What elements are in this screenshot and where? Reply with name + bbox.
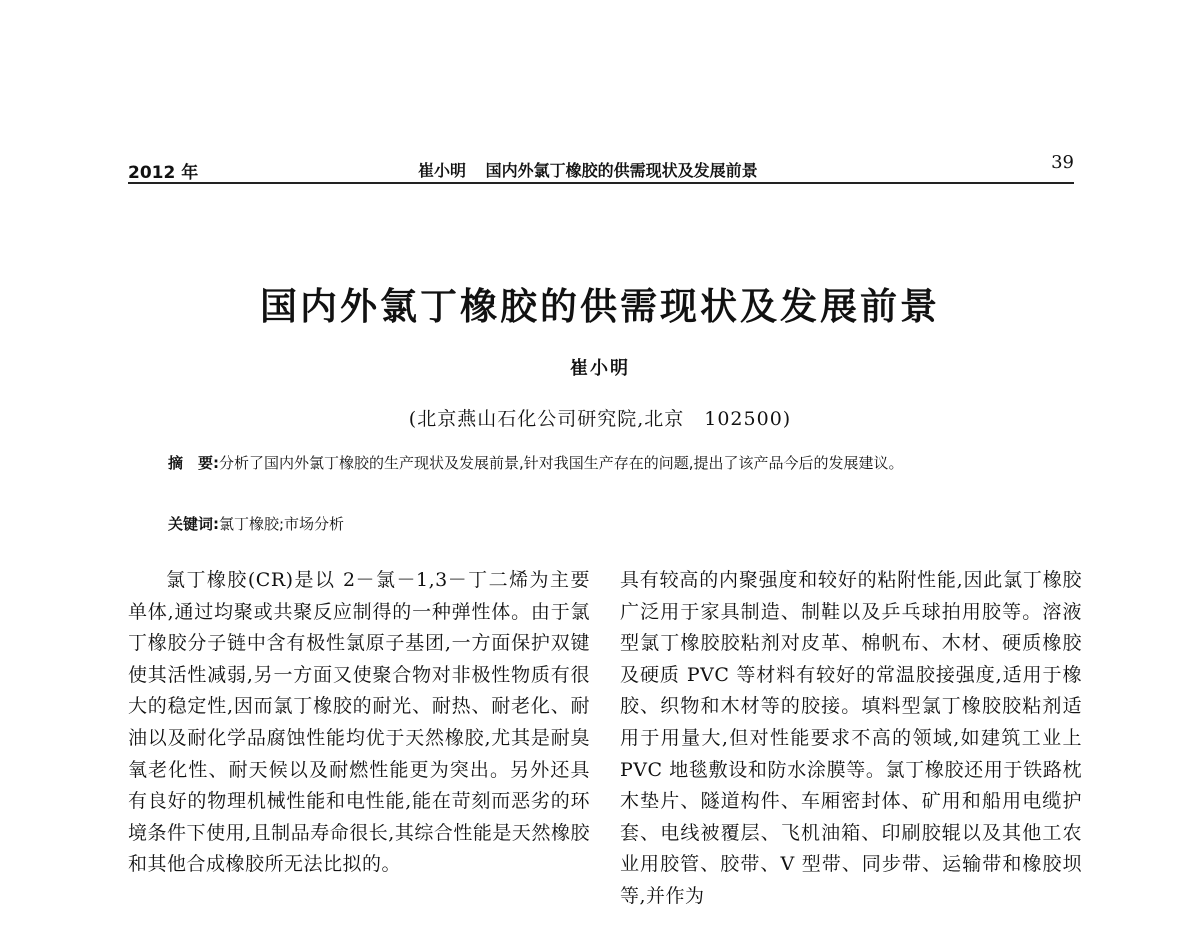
article-title: 国内外氯丁橡胶的供需现状及发展前景 bbox=[260, 285, 940, 328]
article-author: 崔小明 bbox=[570, 358, 630, 379]
abstract-label: 摘 要: bbox=[168, 454, 219, 472]
keywords-label: 关键词: bbox=[168, 515, 219, 533]
header-title: 国内外氯丁橡胶的供需现状及发展前景 bbox=[485, 161, 758, 180]
header-year: 2012 年 bbox=[128, 163, 199, 183]
body-column-right: 具有较高的内聚强度和较好的粘附性能,因此氯丁橡胶广泛用于家具制造、制鞋以及乒乓球拍用胶等。溶液型氯丁橡胶胶粘剂对皮革、棉帆布、木材、硬质橡胶及硬质 PVC 等材料有较好的常温胶接强度,适用于橡胶、织物和木材等的胶接。填料型氯丁橡胶胶粘剂适用于用量大,但对性能要求不高的领域,如建筑工业上 PVC 地毯敷设和防水涂膜等。氯丁橡胶还用于铁路枕木垫片、隧道构件、车厢密封体、矿用和船用电缆护套、电线被覆层、飞机油箱、印刷胶辊以及其他工农业用胶管、胶带、V 型带、同步带、运输带和橡胶坝等,并作为 bbox=[620, 569, 1082, 907]
header-author: 崔小明 bbox=[418, 161, 467, 180]
body-column-left: 氯丁橡胶(CR)是以 2－氯－1,3－丁二烯为主要单体,通过均聚或共聚反应制得的一种弹性体。由于氯丁橡胶分子链中含有极性氯原子基团,一方面保护双键使其活性减弱,另一方面又使聚合物对非极性物质有很大的稳定性,因而氯丁橡胶的耐光、耐热、耐老化、耐油以及耐化学品腐蚀性能均优于天然橡胶,尤其是耐臭氧老化性、耐天候以及耐燃性能更为突出。另外还具有良好的物理机械性能和电性能,能在苛刻而恶劣的环境条件下使用,且制品寿命很长,其综合性能是天然橡胶和其他合成橡胶所无法比拟的。 bbox=[128, 569, 590, 876]
abstract-text: 分析了国内外氯丁橡胶的生产现状及发展前景,针对我国生产存在的问题,提出了该产品今后的发展建议。 bbox=[219, 454, 904, 472]
keywords-text: 氯丁橡胶;市场分析 bbox=[219, 515, 345, 533]
abstract bbox=[168, 448, 1048, 479]
header-center bbox=[418, 158, 758, 181]
page-number: 39 bbox=[1051, 152, 1074, 173]
author-affiliation: (北京燕山石化公司研究院,北京 102500) bbox=[408, 408, 792, 430]
keywords bbox=[168, 509, 1048, 540]
running-header bbox=[128, 150, 1074, 184]
